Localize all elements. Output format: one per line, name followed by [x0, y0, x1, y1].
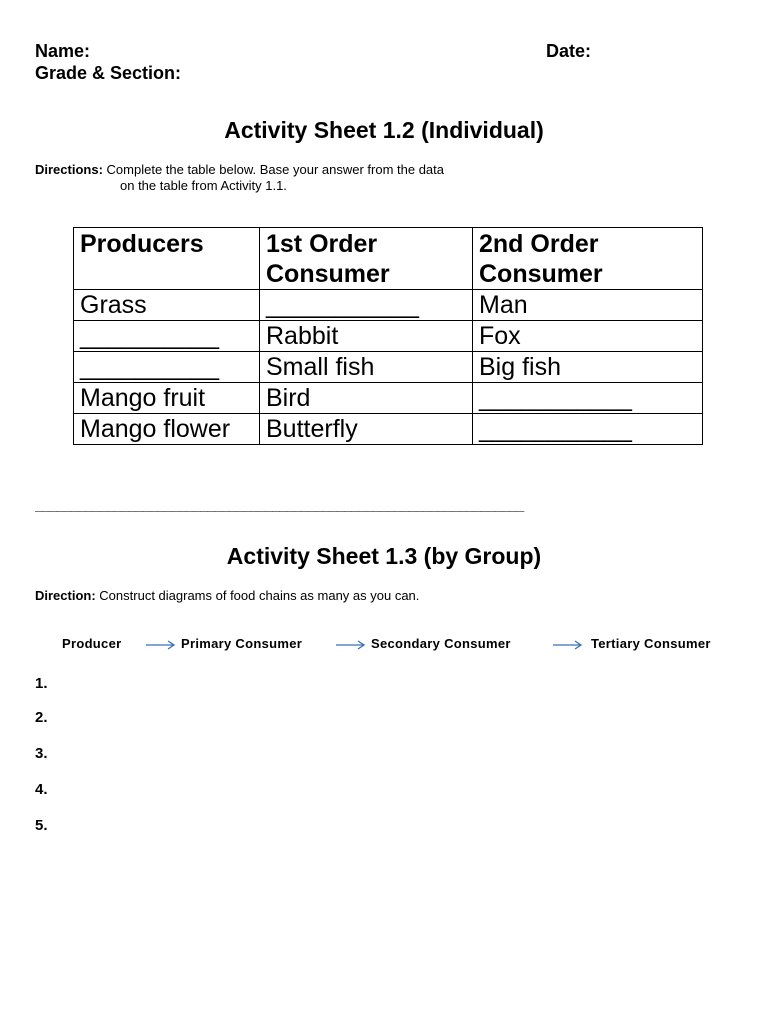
chain-step-secondary-consumer: Secondary Consumer: [371, 636, 511, 651]
header-producers: Producers: [74, 228, 260, 290]
list-number: 3.: [35, 745, 48, 762]
arrow-right-icon: [552, 638, 584, 652]
list-number: 4.: [35, 781, 48, 798]
table-cell-blank[interactable]: __________: [74, 321, 260, 352]
directions-line-2: on the table from Activity 1.1.: [120, 178, 287, 193]
direction-text: Construct diagrams of food chains as many as you can.: [99, 588, 420, 603]
table-header-row: [74, 228, 703, 290]
table-row: [74, 290, 703, 321]
table-cell: Mango fruit: [74, 383, 260, 414]
table-row: [74, 321, 703, 352]
table-cell-blank[interactable]: ___________: [260, 290, 473, 321]
table-cell-blank[interactable]: ___________: [473, 414, 703, 445]
list-number: 5.: [35, 817, 48, 834]
table-row: [74, 383, 703, 414]
table-cell-blank[interactable]: ___________: [473, 383, 703, 414]
section-separator: ____________________________________________________________________: [35, 497, 524, 513]
arrow-right-icon: [335, 638, 367, 652]
name-label: Name:: [35, 41, 91, 61]
table-cell: Big fish: [473, 352, 703, 383]
header-2nd-order-consumer: 2nd Order Consumer: [473, 228, 703, 290]
table-cell: Rabbit: [260, 321, 473, 352]
table-cell: Small fish: [260, 352, 473, 383]
list-number: 1.: [35, 675, 48, 692]
direction-label: Direction:: [35, 588, 96, 603]
table-cell: Man: [473, 290, 703, 321]
chain-step-producer: Producer: [62, 636, 122, 651]
table-cell: Butterfly: [260, 414, 473, 445]
table-row: [74, 414, 703, 445]
date-label: Date:: [546, 41, 592, 61]
table-cell: Mango flower: [74, 414, 260, 445]
table-cell-blank[interactable]: __________: [74, 352, 260, 383]
chain-step-primary-consumer: Primary Consumer: [181, 636, 303, 651]
arrow-right-icon: [145, 638, 177, 652]
directions-line-1: Complete the table below. Base your answer from the data: [106, 162, 444, 177]
activity-sheet-1-3-title: Activity Sheet 1.3 (by Group): [226, 543, 542, 569]
list-number: 2.: [35, 709, 48, 726]
table-cell: Fox: [473, 321, 703, 352]
table-cell: Grass: [74, 290, 260, 321]
food-chain-table: [73, 227, 703, 445]
table-row: [74, 352, 703, 383]
directions-block: [35, 161, 444, 178]
grade-section-label: Grade & Section:: [35, 63, 182, 83]
direction-block: [35, 587, 419, 604]
directions-label: Directions:: [35, 162, 103, 177]
header-1st-order-consumer: 1st Order Consumer: [260, 228, 473, 290]
table-cell: Bird: [260, 383, 473, 414]
chain-step-tertiary-consumer: Tertiary Consumer: [591, 636, 711, 651]
activity-sheet-1-2-title: Activity Sheet 1.2 (Individual): [224, 117, 544, 143]
